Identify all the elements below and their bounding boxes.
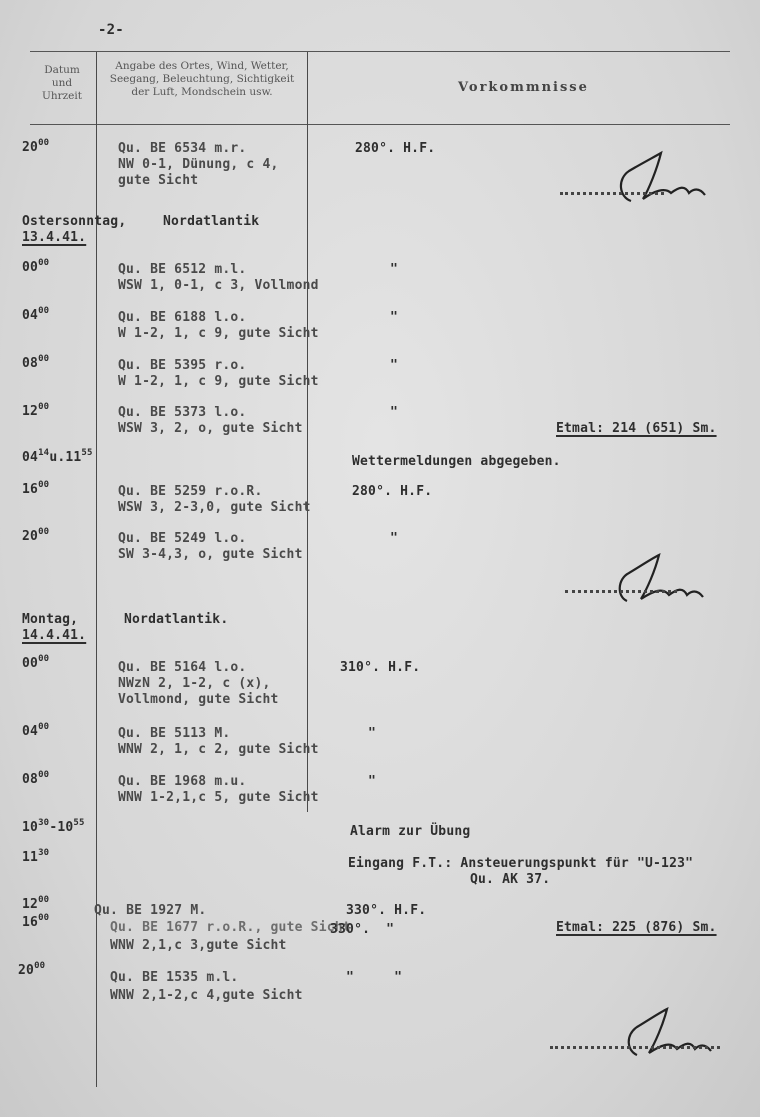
header-events: Vorkommnisse [458,80,589,95]
entry-location: Qu. BE 1927 M. [94,903,207,918]
entry-event: " [390,262,399,277]
entry-location: Qu. BE 6512 m.l. [118,262,247,277]
entry-weather: WNW 2, 1, c 2, gute Sicht [118,742,319,757]
date-label: Montag, [22,612,79,627]
entry-weather: NW 0-1, Dünung, c 4, [118,157,279,172]
signature-1 [560,130,719,242]
header-top-rule [30,51,730,52]
entry-weather: WNW 1-2,1,c 5, gute Sicht [118,790,319,805]
entry-event: Wettermeldungen abgegeben. [352,454,561,469]
entry-time: $20^{00}$ [22,527,50,544]
entry-event: 280°. H.F. [352,484,433,499]
entry-location: Qu. BE 5395 r.o. [118,358,247,373]
entry-event: Alarm zur Übung [350,824,471,839]
entry-location: Qu. BE 5113 M. [118,726,231,741]
entry-time: $04^{00}$ [22,722,50,739]
signature-2 [560,534,719,636]
entry-location: Qu. BE 6188 l.o. [118,310,247,325]
signature-3 [560,990,729,1092]
entry-event: 280°. H.F. [355,141,436,156]
entry-time: $12^{00}$ [22,402,50,419]
entry-weather: WSW 1, 0-1, c 3, Vollmond [118,278,319,293]
entry-weather: WSW 3, 2, o, gute Sicht [118,421,303,436]
column-divider-2 [307,52,308,812]
entry-event: " [390,531,399,546]
entry-location: Qu. BE 1677 r.o.R., gute Sicht [110,920,351,935]
entry-time: $04^{14}u.11^{55}$ [22,448,93,465]
entry-location: Qu. BE 6534 m.r. [118,141,247,156]
entry-event: " [368,726,377,741]
entry-event: " " [346,970,403,985]
date-value: 13.4.41. [22,230,87,245]
entry-location: Qu. BE 1968 m.u. [118,774,247,789]
entry-event: " [390,405,399,420]
entry-weather: W 1-2, 1, c 9, gute Sicht [118,326,319,341]
entry-event: 330°. " [330,922,395,937]
entry-event-cont: Qu. AK 37. [470,872,551,887]
entry-weather: NWzN 2, 1-2, c (x), [118,676,271,691]
entry-weather: WNW 2,1-2,c 4,gute Sicht [110,988,303,1003]
entry-weather-cont: gute Sicht [118,173,199,188]
entry-time: $11^{30}$ [22,848,50,865]
signature-3-dots [550,1046,720,1049]
entry-event: 310°. H.F. [340,660,421,675]
entry-time: $00^{00}$ [22,654,50,671]
entry-event: " [390,358,399,373]
entry-weather: W 1-2, 1, c 9, gute Sicht [118,374,319,389]
entry-location: Qu. BE 5164 l.o. [118,660,247,675]
signature-2-dots [565,590,677,593]
entry-time: $08^{00}$ [22,354,50,371]
header-date-time: Datum und Uhrzeit [42,64,82,102]
region-label: Nordatlantik. [124,612,229,627]
region-label: Nordatlantik [163,214,260,229]
entry-location: Qu. BE 5373 l.o. [118,405,247,420]
entry-time: $20^{00}$ [22,138,50,155]
entry-weather: WNW 2,1,c 3,gute Sicht [110,938,287,953]
entry-time: $10^{30}-10^{55}$ [22,818,85,835]
entry-time: $12^{00}$ [22,895,50,912]
column-divider-1 [96,52,97,1087]
entry-event: 330°. H.F. [346,903,427,918]
etmal-label: Etmal: 214 (651) Sm. [556,421,717,436]
entry-event: " [390,310,399,325]
entry-time: $04^{00}$ [22,306,50,323]
entry-event: " [368,774,377,789]
date-label: Ostersonntag, [22,214,127,229]
entry-time: $16^{00}$ [22,913,50,930]
entry-location: Qu. BE 5259 r.o.R. [118,484,263,499]
signature-1-dots [560,192,664,195]
entry-weather-cont: Vollmond, gute Sicht [118,692,279,707]
entry-time: $16^{00}$ [22,480,50,497]
entry-location: Qu. BE 1535 m.l. [110,970,239,985]
header-bottom-rule [30,124,730,125]
header-location-weather: Angabe des Ortes, Wind, Wetter, Seegang, Beleuchtung, Sichtigkeit der Luft, Mondschein usw. [109,60,295,98]
entry-time: $08^{00}$ [22,770,50,787]
entry-weather: WSW 3, 2-3,0, gute Sicht [118,500,311,515]
date-value: 14.4.41. [22,628,87,643]
entry-weather: SW 3-4,3, o, gute Sicht [118,547,303,562]
entry-location: Qu. BE 5249 l.o. [118,531,247,546]
entry-time: $20^{00}$ [18,961,46,978]
entry-time: $00^{00}$ [22,258,50,275]
entry-event: Eingang F.T.: Ansteuerungspunkt für "U-123" [348,856,694,871]
etmal-label: Etmal: 225 (876) Sm. [556,920,717,935]
page-number: -2- [98,22,124,38]
